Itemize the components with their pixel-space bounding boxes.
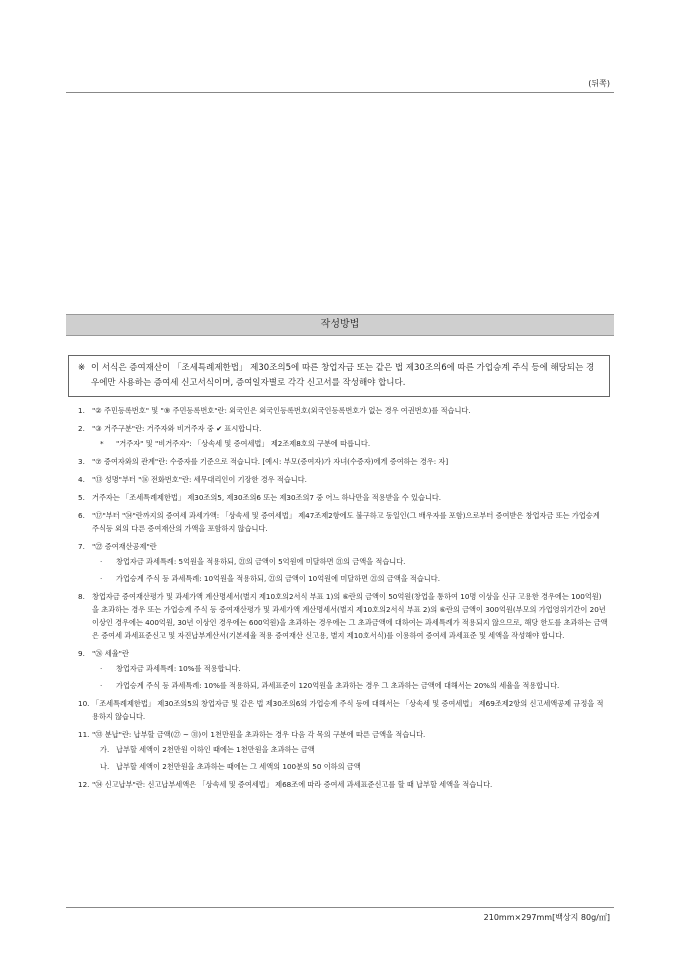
item-number: 2.: [78, 424, 85, 433]
sub-item: [100, 743, 608, 756]
sub-item: [100, 760, 608, 773]
item-number: 9.: [78, 649, 85, 658]
item-text: "⑦ 증여자와의 관계"란: 수증자를 기준으로 적습니다. [예시: 부모(증여자)가 자녀(수증자)에게 증여하는 경우: 자]: [92, 457, 449, 466]
sub-text: 창업자금 과세특례: 10%를 적용합니다.: [116, 664, 241, 673]
item-text: "③ 거주구분"란: 거주자와 비거주자 중 ✔ 표시합니다.: [92, 424, 262, 433]
sub-item: [100, 679, 608, 692]
paper-spec: 210mm×297mm[백상지 80g/㎡]: [483, 913, 610, 922]
bottom-rule: [66, 907, 614, 908]
item-text: "㉝ 분납"란: 납부할 금액(㉗ ~ ㉛)이 1천만원을 초과하는 경우 다음 각 목의 구분에 따른 금액을 적습니다.: [92, 730, 426, 739]
section-title: 작성방법: [66, 314, 614, 336]
sub-bullet: ·: [100, 557, 103, 566]
sub-text: 가업승계 주식 등 과세특례: 10%를 적용하되, 과세표준이 120억원을 초과하는 경우 그 초과하는 금액에 대해서는 20%의 세율을 적용합니다.: [116, 681, 560, 690]
item-number: 11.: [78, 730, 90, 739]
list-item: [78, 590, 608, 642]
item-text: "㉖ 세율"란: [92, 649, 129, 658]
list-item: [78, 647, 608, 692]
item-number: 1.: [78, 406, 85, 415]
item-number: 3.: [78, 457, 85, 466]
sub-bullet: ·: [100, 681, 103, 690]
back-page-mark: (뒤쪽): [588, 79, 610, 88]
sub-item: [100, 662, 608, 675]
item-text: "㉒ 증여재산공제"란: [92, 542, 157, 551]
list-item: [78, 509, 608, 535]
item-text: 거주자는 「조세특례제한법」 제30조의5, 제30조의6 또는 제30조의7 중 어느 하나만을 적용받을 수 있습니다.: [92, 493, 442, 502]
item-text: "⑬ 성명"부터 "⑯ 전화번호"란: 세무대리인이 기장한 경우 적습니다.: [92, 475, 307, 484]
list-item: [78, 728, 608, 773]
item-text: "⑰"부터 "㉞"란까지의 증여세 과세가액: 「상속세 및 증여세법」 제47조제2항에도 불구하고 동일인(그 배우자를 포함)으로부터 증여받은 창업자금 또는 가업승계 주식등 외의 다른 증여재산의 가액을 포함하지 않습니다.: [92, 511, 600, 533]
item-number: 6.: [78, 511, 85, 520]
item-number: 7.: [78, 542, 85, 551]
item-number: 12.: [78, 780, 90, 789]
list-item: [78, 422, 608, 450]
notice-box: [68, 355, 610, 397]
sub-bullet: *: [100, 439, 104, 448]
sub-item: [100, 572, 608, 585]
instruction-list: [78, 404, 608, 796]
sub-text: "거주자" 및 "비거주자": 「상속세 및 증여세법」 제2조제8호의 구분에 따릅니다.: [116, 439, 371, 448]
item-number: 8.: [78, 592, 85, 601]
item-text: 「조세특례제한법」 제30조의5의 창업자금 및 같은 법 제30조의6의 가업승계 주식 등에 대해서는 「상속세 및 증여세법」 제69조제2항의 신고세액공제 규정을 적용하지 않습니다.: [92, 699, 604, 721]
top-rule: [66, 92, 614, 93]
sub-text: 창업자금 과세특례: 5억원을 적용하되, ㉑의 금액이 5억원에 미달하면 ㉑의 금액을 적습니다.: [116, 557, 406, 566]
sub-bullet: 나.: [100, 762, 110, 771]
sub-item: [100, 555, 608, 568]
sub-text: 가업승계 주식 등 과세특례: 10억원을 적용하되, ㉑의 금액이 10억원에 미달하면 ㉑의 금액을 적습니다.: [116, 574, 440, 583]
sub-bullet: ·: [100, 574, 103, 583]
list-item: [78, 540, 608, 585]
sub-text: 납부할 세액이 2천만원을 초과하는 때에는 그 세액의 100분의 50 이하의 금액: [116, 762, 361, 771]
list-item: [78, 778, 608, 791]
list-item: [78, 404, 608, 417]
sub-item: [100, 437, 608, 450]
item-text: "㉞ 신고납부"란: 신고납부세액은 「상속세 및 증여세법」 제68조에 따라 증여세 과세표준신고를 할 때 납부할 세액을 적습니다.: [92, 780, 493, 789]
notice-mark: ※: [78, 363, 86, 373]
notice-text: 이 서식은 증여재산이 「조세특례제한법」 제30조의5에 따른 창업자금 또는 같은 법 제30조의6에 따른 가업승계 주식 등에 해당되는 경우에만 사용하는 증여세 신고서식이며, 증여일자별로 각각 신고서를 작성해야 합니다.: [91, 363, 595, 388]
item-number: 5.: [78, 493, 85, 502]
item-number: 10.: [78, 699, 90, 708]
sub-bullet: 가.: [100, 745, 110, 754]
list-item: [78, 455, 608, 468]
list-item: [78, 491, 608, 504]
list-item: [78, 697, 608, 723]
sub-bullet: ·: [100, 664, 103, 673]
list-item: [78, 473, 608, 486]
sub-text: 납부할 세액이 2천만원 이하인 때에는 1천만원을 초과하는 금액: [116, 745, 315, 754]
item-text: 창업자금 증여재산평가 및 과세가액 계산명세서(별지 제10호의2서식 부표 1)의 ⑥란의 금액이 50억원(창업을 통하여 10명 이상을 신규 고용한 경우에는 100억원)을 초과하는 경우 또는 가업승계 주식 등 증여재산평가 및 과세가액 계산명세서(별지 제10호의2서식 부표 2)의 ⑥란의 금액이 300억원(부모의 가업영위기간이 20년 이상인 경우에는 400억원, 30년 이상인 경우에는 600억원)을 초과하는 경우에는 그 초과금액에 대하여는 과세특례가 적용되지 않으므로, 해당 한도를 초과하는 금액은 증여세 과세표준신고 및 자진납부계산서(기본세율 적용 증여재산 신고용, 별지 제10호서식)를 이용하여 증여세 과세표준 및 세액을 작성해야 합니다.: [92, 592, 608, 640]
item-number: 4.: [78, 475, 85, 484]
item-text: "② 주민등록번호" 및 "⑨ 주민등록번호"란: 외국인은 외국인등록번호(외국인등록번호가 없는 경우 여권번호)를 적습니다.: [92, 406, 471, 415]
